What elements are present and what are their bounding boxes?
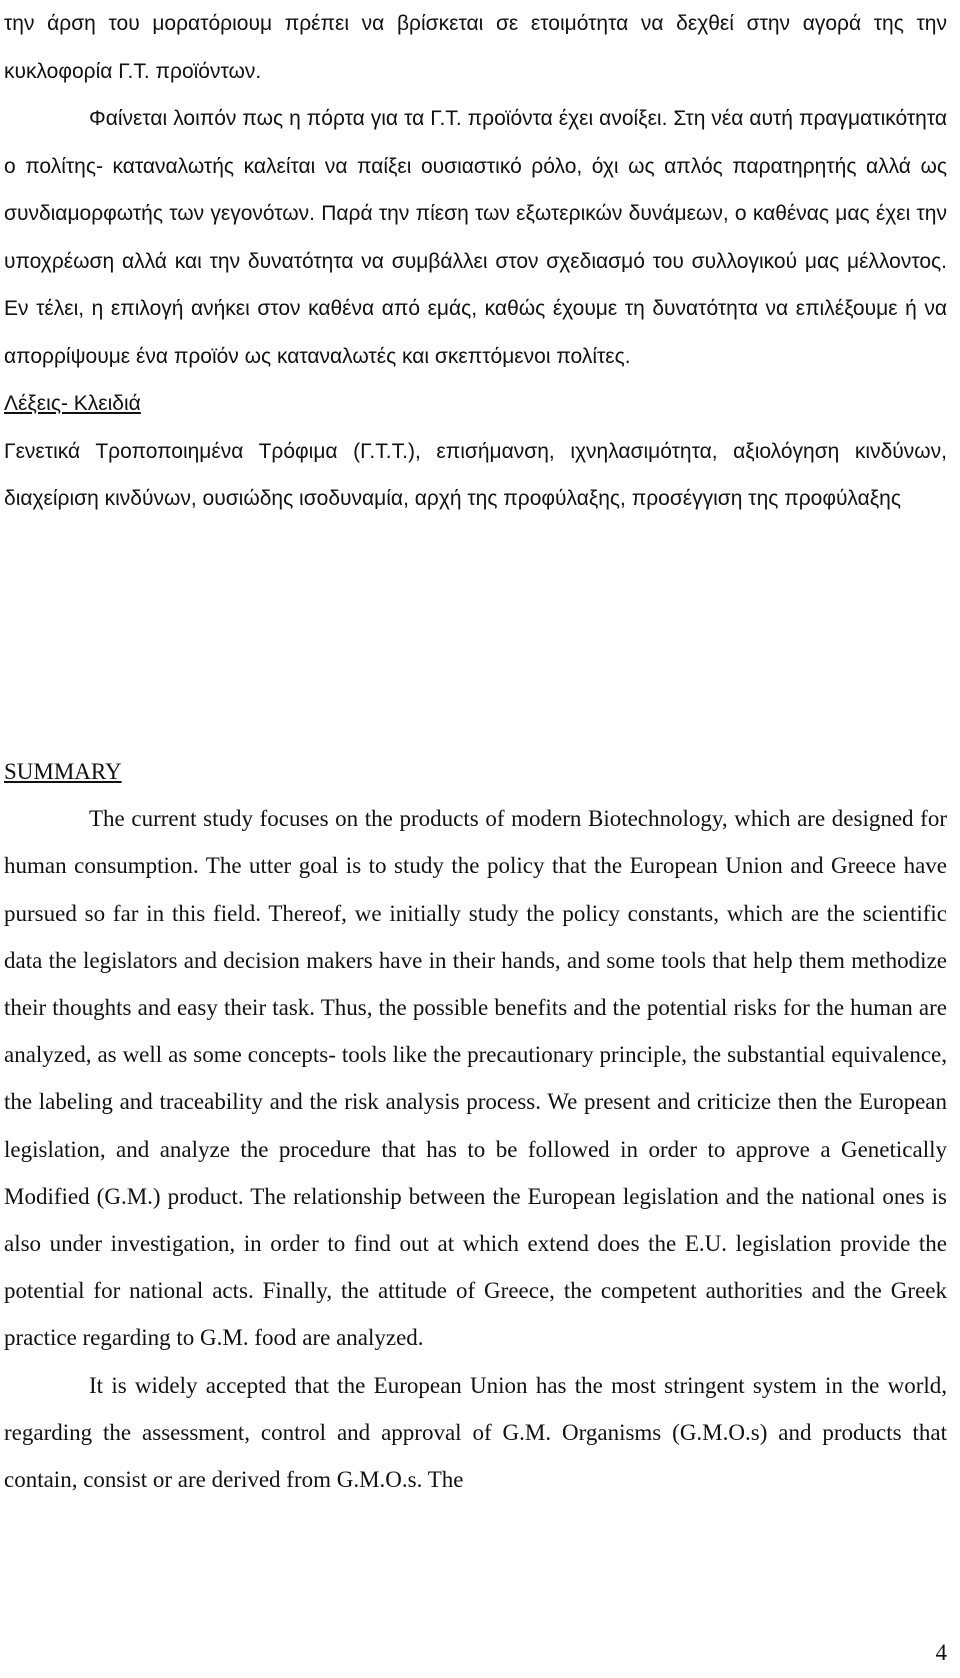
greek-text-block [4,0,947,523]
summary-paragraph-1: The current study focuses on the products of modern Biotechnology, which are designed for human consumption. The utter goal is to study the policy that the European Union and Greece have pursued so far in this field. Thereof, we initially study the policy constants, which are the scientific data the legislators and decision makers have in their hands, and some tools that help them methodize their thoughts and easy their task. Thus, the possible benefits and the potential risks for the human are analyzed, as well as some concepts- tools like the precautionary principle, the substantial equivalence, the labeling and traceability and the risk analysis process. We present and criticize then the European legislation, and analyze the procedure that has to be followed in order to approve a Genetically Modified (G.M.) product. The relationship between the European legislation and the national ones is also under investigation, in order to find out at which extend does the E.U. legislation provide the potential for national acts. Finally, the attitude of Greece, the competent authorities and the Greek practice regarding to G.M. food are analyzed. [4,806,947,1351]
greek-paragraph-1: την άρση του μορατόριουμ πρέπει να βρίσκεται σε ετοιμότητα να δεχθεί στην αγορά της την κυκλοφορία Γ.Τ. προϊόντων. [4,12,947,83]
greek-paragraph-2: Φαίνεται λοιπόν πως η πόρτα για τα Γ.Τ. προϊόντα έχει ανοίξει. Στη νέα αυτή πραγματικότητα ο πολίτης- καταναλωτής καλείται να παίξει ουσιαστικό ρόλο, όχι ως απλός παρατηρητής αλλά ως συνδιαμορφωτής των γεγονότων. Παρά την πίεση των εξωτερικών δυνάμεων, ο καθένας μας έχει την υποχρέωση αλλά και την δυνατότητα να συμβάλλει στον σχεδιασμό του συλλογικού μας μέλλοντος. Εν τέλει, η επιλογή ανήκει στον καθένα από εμάς, καθώς έχουμε τη δυνατότητα να επιλέξουμε ή να απορρίψουμε ένα προϊόν ως καταναλωτές και σκεπτόμενοι πολίτες. [4,107,947,368]
summary-title: SUMMARY [4,759,122,784]
keywords-list: Γενετικά Τροποποιημένα Τρόφιμα (Γ.Τ.Τ.), επισήμανση, ιχνηλασιμότητα, αξιολόγηση κινδύνων, διαχείριση κινδύνων, ουσιώδης ισοδυναμία, αρχή της προφύλαξης, προσέγγιση της προφύλαξης [4,439,947,510]
summary-block [4,748,947,1503]
page-number: 4 [935,1640,947,1665]
summary-paragraph-2: It is widely accepted that the European Union has the most stringent system in the world, regarding the assessment, control and approval of G.M. Organisms (G.M.O.s) and products that contain, consist or are derived from G.M.O.s. The [4,1372,947,1493]
keywords-heading: Λέξεις- Κλειδιά [4,392,141,415]
